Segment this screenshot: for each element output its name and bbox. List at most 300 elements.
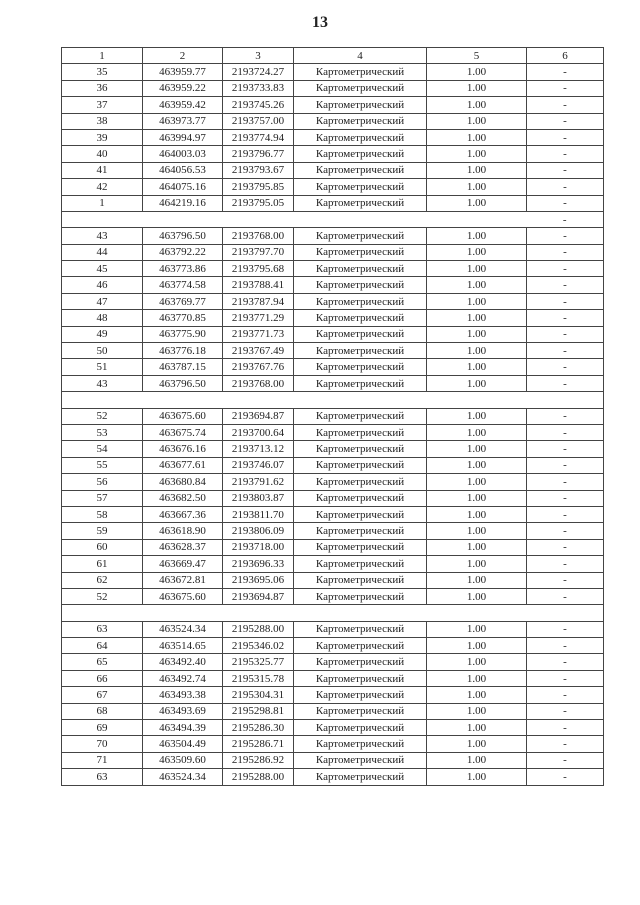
table-cell-col6: -: [527, 195, 604, 211]
table-cell-col6: -: [527, 654, 604, 670]
table-cell-col5: 1.00: [427, 228, 527, 244]
table-cell-col6: -: [527, 703, 604, 719]
table-cell-col5: 1.00: [427, 752, 527, 768]
table-cell-col2: 463787.15: [143, 359, 223, 375]
table-cell-col4: Картометрический: [294, 588, 427, 604]
table-cell-col4: Картометрический: [294, 752, 427, 768]
table-cell-col6: -: [527, 261, 604, 277]
table-cell-col4: Картометрический: [294, 506, 427, 522]
table-cell-col2: 463775.90: [143, 326, 223, 342]
table-cell-col2: 463494.39: [143, 720, 223, 736]
table-cell-col2: 463959.22: [143, 80, 223, 96]
table-row: [62, 424, 604, 440]
table-cell-col6: [527, 605, 604, 621]
table-cell-col5: 1.00: [427, 621, 527, 637]
table-cell-col4: Картометрический: [294, 621, 427, 637]
table-cell-col1: 70: [62, 736, 143, 752]
table-cell-col5: 1.00: [427, 474, 527, 490]
table-cell-col3: 2195346.02: [223, 638, 294, 654]
table-cell-col6: -: [527, 129, 604, 145]
table-cell-col3: 2193791.62: [223, 474, 294, 490]
table-cell-col4: Картометрический: [294, 97, 427, 113]
table-row: [62, 703, 604, 719]
table-cell-col4: Картометрический: [294, 293, 427, 309]
table-cell-col5: 1.00: [427, 195, 527, 211]
table-cell-col3: 2193793.67: [223, 162, 294, 178]
table-row: [62, 441, 604, 457]
table-cell-col2: 463682.50: [143, 490, 223, 506]
table-cell-col6: -: [527, 162, 604, 178]
table-cell-col5: 1.00: [427, 244, 527, 260]
table-cell-col2: 464219.16: [143, 195, 223, 211]
table-cell-col2: 463994.97: [143, 129, 223, 145]
table-cell-col5: 1.00: [427, 375, 527, 391]
table-cell-col2: [143, 211, 223, 227]
table-cell-col2: 463628.37: [143, 539, 223, 555]
table-cell-col1: 47: [62, 293, 143, 309]
table-cell-col4: [294, 392, 427, 408]
page-number: 13: [312, 14, 328, 31]
table-cell-col1: 36: [62, 80, 143, 96]
table-cell-col5: 1.00: [427, 310, 527, 326]
header-cell-col4: 4: [294, 48, 427, 64]
table-cell-col4: Картометрический: [294, 457, 427, 473]
table-cell-col4: Картометрический: [294, 720, 427, 736]
table-row: [62, 162, 604, 178]
header-cell-col2: 2: [143, 48, 223, 64]
table-cell-col2: [143, 605, 223, 621]
table-cell-col4: Картометрический: [294, 80, 427, 96]
table-cell-col1: 64: [62, 638, 143, 654]
table-cell-col2: 463493.69: [143, 703, 223, 719]
table-cell-col1: 65: [62, 654, 143, 670]
table-cell-col2: 463675.60: [143, 588, 223, 604]
table-row: [62, 228, 604, 244]
table-cell-col4: Картометрический: [294, 129, 427, 145]
table-cell-col4: Картометрический: [294, 64, 427, 80]
table-cell-col2: 463792.22: [143, 244, 223, 260]
table-cell-col1: 42: [62, 179, 143, 195]
table-cell-col1: 50: [62, 343, 143, 359]
table-cell-col5: 1.00: [427, 424, 527, 440]
table-cell-col3: 2193746.07: [223, 457, 294, 473]
table-cell-col4: Картометрический: [294, 687, 427, 703]
table-cell-col2: 463774.58: [143, 277, 223, 293]
table-cell-col2: 464003.03: [143, 146, 223, 162]
table-row: [62, 490, 604, 506]
table-cell-col2: 463504.49: [143, 736, 223, 752]
table-cell-col2: 463973.77: [143, 113, 223, 129]
table-row: [62, 506, 604, 522]
table-cell-col3: 2195288.00: [223, 621, 294, 637]
table-cell-col1: 53: [62, 424, 143, 440]
table-cell-col1: 41: [62, 162, 143, 178]
table-cell-col1: 71: [62, 752, 143, 768]
table-cell-col5: 1.00: [427, 80, 527, 96]
table-row: [62, 261, 604, 277]
table-cell-col6: -: [527, 556, 604, 572]
table-cell-col6: -: [527, 457, 604, 473]
table-cell-col4: Картометрический: [294, 736, 427, 752]
table-cell-col6: -: [527, 441, 604, 457]
table-cell-col1: 1: [62, 195, 143, 211]
table-cell-col4: Картометрический: [294, 654, 427, 670]
table-cell-col6: -: [527, 244, 604, 260]
table-cell-col3: 2193771.29: [223, 310, 294, 326]
table-cell-col2: 463796.50: [143, 228, 223, 244]
table-cell-col6: -: [527, 752, 604, 768]
table-cell-col6: -: [527, 424, 604, 440]
table-cell-col1: [62, 392, 143, 408]
table-row: [62, 654, 604, 670]
table-row: [62, 179, 604, 195]
coordinates-table: [61, 47, 604, 786]
table-cell-col1: [62, 211, 143, 227]
table-cell-col6: -: [527, 211, 604, 227]
table-cell-col4: Картометрический: [294, 769, 427, 785]
table-cell-col6: -: [527, 506, 604, 522]
table-cell-col3: 2195286.30: [223, 720, 294, 736]
table-cell-col6: -: [527, 326, 604, 342]
table-cell-col6: [527, 392, 604, 408]
table-cell-col3: 2195315.78: [223, 670, 294, 686]
table-cell-col1: 49: [62, 326, 143, 342]
table-cell-col1: 55: [62, 457, 143, 473]
table-row: [62, 523, 604, 539]
table-cell-col2: 463796.50: [143, 375, 223, 391]
table-cell-col2: 463492.40: [143, 654, 223, 670]
table-cell-col2: 463676.16: [143, 441, 223, 457]
table-cell-col2: 463667.36: [143, 506, 223, 522]
table-cell-col5: 1.00: [427, 490, 527, 506]
table-cell-col6: -: [527, 408, 604, 424]
table-row: [62, 129, 604, 145]
table-row: [62, 638, 604, 654]
table-cell-col1: 45: [62, 261, 143, 277]
table-cell-col5: [427, 211, 527, 227]
table-row: [62, 752, 604, 768]
table-cell-col4: [294, 211, 427, 227]
table-cell-col4: Картометрический: [294, 572, 427, 588]
table-row: [62, 408, 604, 424]
table-cell-col2: 463773.86: [143, 261, 223, 277]
table-cell-col4: Картометрический: [294, 261, 427, 277]
table-cell-col5: 1.00: [427, 408, 527, 424]
table-cell-col1: 37: [62, 97, 143, 113]
table-cell-col5: 1.00: [427, 162, 527, 178]
table-cell-col6: -: [527, 359, 604, 375]
table-cell-col6: -: [527, 80, 604, 96]
table-row: [62, 326, 604, 342]
table-cell-col3: 2193757.00: [223, 113, 294, 129]
table-row: [62, 687, 604, 703]
table-cell-col2: 463492.74: [143, 670, 223, 686]
table-cell-col5: 1.00: [427, 97, 527, 113]
table-row: [62, 474, 604, 490]
table-cell-col1: 44: [62, 244, 143, 260]
table-cell-col5: 1.00: [427, 638, 527, 654]
table-cell-col1: [62, 605, 143, 621]
table-cell-col4: Картометрический: [294, 359, 427, 375]
table-cell-col2: 464075.16: [143, 179, 223, 195]
table-cell-col5: 1.00: [427, 457, 527, 473]
table-cell-col5: 1.00: [427, 277, 527, 293]
table-row: [62, 293, 604, 309]
table-cell-col5: [427, 605, 527, 621]
header-cell-col3: 3: [223, 48, 294, 64]
table-cell-col6: -: [527, 293, 604, 309]
table-row: [62, 375, 604, 391]
table-cell-col3: 2193768.00: [223, 375, 294, 391]
table-cell-col1: 58: [62, 506, 143, 522]
table-cell-col5: 1.00: [427, 703, 527, 719]
table-cell-col2: 463672.81: [143, 572, 223, 588]
table-row: [62, 343, 604, 359]
table-cell-col4: Картометрический: [294, 310, 427, 326]
table-cell-col5: [427, 392, 527, 408]
table-cell-col1: 54: [62, 441, 143, 457]
table-cell-col4: Картометрический: [294, 162, 427, 178]
table-cell-col6: -: [527, 720, 604, 736]
table-cell-col2: 463524.34: [143, 621, 223, 637]
table-cell-col1: 68: [62, 703, 143, 719]
table-row: [62, 80, 604, 96]
table-row: [62, 621, 604, 637]
table-cell-col3: 2195304.31: [223, 687, 294, 703]
table-cell-col5: 1.00: [427, 670, 527, 686]
table-cell-col2: 463675.74: [143, 424, 223, 440]
table-row: [62, 244, 604, 260]
table-cell-col5: 1.00: [427, 359, 527, 375]
table-cell-col3: 2193771.73: [223, 326, 294, 342]
table-cell-col1: 46: [62, 277, 143, 293]
table-cell-col1: 56: [62, 474, 143, 490]
table-cell-col4: Картометрический: [294, 179, 427, 195]
separator-row: [62, 211, 604, 227]
table-cell-col5: 1.00: [427, 441, 527, 457]
table-cell-col4: Картометрический: [294, 408, 427, 424]
table-cell-col4: Картометрический: [294, 490, 427, 506]
table-cell-col4: Картометрический: [294, 441, 427, 457]
table-row: [62, 588, 604, 604]
table-cell-col6: -: [527, 97, 604, 113]
table-cell-col2: 463680.84: [143, 474, 223, 490]
table-cell-col1: 40: [62, 146, 143, 162]
table-cell-col3: 2195288.00: [223, 769, 294, 785]
table-cell-col4: Картометрический: [294, 556, 427, 572]
table-cell-col6: -: [527, 588, 604, 604]
table-cell-col4: Картометрический: [294, 474, 427, 490]
table-row: [62, 457, 604, 473]
table-row: [62, 64, 604, 80]
table-row: [62, 572, 604, 588]
header-cell-col6: 6: [527, 48, 604, 64]
table-cell-col3: [223, 605, 294, 621]
table-cell-col4: Картометрический: [294, 228, 427, 244]
table-cell-col1: 57: [62, 490, 143, 506]
table-cell-col1: 35: [62, 64, 143, 80]
table-cell-col1: 63: [62, 769, 143, 785]
table-cell-col2: 463493.38: [143, 687, 223, 703]
table-cell-col3: [223, 392, 294, 408]
table-cell-col1: 69: [62, 720, 143, 736]
table-cell-col5: 1.00: [427, 293, 527, 309]
table-cell-col1: 66: [62, 670, 143, 686]
table-cell-col4: Картометрический: [294, 113, 427, 129]
table-cell-col6: -: [527, 490, 604, 506]
table-cell-col5: 1.00: [427, 64, 527, 80]
table-cell-col6: -: [527, 277, 604, 293]
table-cell-col3: 2193811.70: [223, 506, 294, 522]
table-cell-col4: Картометрический: [294, 424, 427, 440]
table-cell-col1: 67: [62, 687, 143, 703]
table-cell-col3: 2193768.00: [223, 228, 294, 244]
table-cell-col6: -: [527, 638, 604, 654]
table-cell-col6: -: [527, 228, 604, 244]
table-cell-col2: 463514.65: [143, 638, 223, 654]
table-cell-col6: -: [527, 113, 604, 129]
table-cell-col1: 63: [62, 621, 143, 637]
table-cell-col2: 463669.47: [143, 556, 223, 572]
table-cell-col3: 2193774.94: [223, 129, 294, 145]
table-cell-col6: -: [527, 64, 604, 80]
table-cell-col5: 1.00: [427, 179, 527, 195]
table-cell-col2: 463524.34: [143, 769, 223, 785]
table-row: [62, 113, 604, 129]
table-cell-col3: [223, 211, 294, 227]
table-cell-col3: 2193694.87: [223, 588, 294, 604]
table-cell-col5: 1.00: [427, 654, 527, 670]
table-row: [62, 720, 604, 736]
table-cell-col1: 38: [62, 113, 143, 129]
table-cell-col4: Картометрический: [294, 670, 427, 686]
table-cell-col2: 464056.53: [143, 162, 223, 178]
table-cell-col5: 1.00: [427, 506, 527, 522]
table-cell-col2: 463675.60: [143, 408, 223, 424]
table-cell-col2: 463677.61: [143, 457, 223, 473]
table-cell-col4: Картометрический: [294, 343, 427, 359]
table-cell-col4: Картометрический: [294, 277, 427, 293]
table-row: [62, 359, 604, 375]
table-cell-col5: 1.00: [427, 326, 527, 342]
table-cell-col1: 39: [62, 129, 143, 145]
table-cell-col5: 1.00: [427, 523, 527, 539]
table-cell-col4: Картометрический: [294, 523, 427, 539]
table-cell-col5: 1.00: [427, 687, 527, 703]
table-cell-col4: Картометрический: [294, 638, 427, 654]
table-cell-col1: 61: [62, 556, 143, 572]
table-cell-col5: 1.00: [427, 261, 527, 277]
table-cell-col3: 2195298.81: [223, 703, 294, 719]
table-cell-col3: 2193745.26: [223, 97, 294, 113]
table-cell-col2: 463770.85: [143, 310, 223, 326]
table-cell-col5: 1.00: [427, 343, 527, 359]
table-cell-col2: 463959.42: [143, 97, 223, 113]
table-cell-col3: 2193806.09: [223, 523, 294, 539]
table-cell-col4: Картометрический: [294, 195, 427, 211]
table-cell-col3: 2195286.92: [223, 752, 294, 768]
table-cell-col1: 43: [62, 228, 143, 244]
table-cell-col1: 48: [62, 310, 143, 326]
table-cell-col6: -: [527, 343, 604, 359]
table-cell-col3: 2193795.68: [223, 261, 294, 277]
table-cell-col6: -: [527, 474, 604, 490]
table-cell-col2: 463509.60: [143, 752, 223, 768]
table-row: [62, 556, 604, 572]
table-cell-col4: Картометрический: [294, 244, 427, 260]
table-cell-col4: Картометрический: [294, 326, 427, 342]
table-cell-col6: -: [527, 572, 604, 588]
table-cell-col5: 1.00: [427, 556, 527, 572]
table-cell-col4: [294, 605, 427, 621]
header-cell-col5: 5: [427, 48, 527, 64]
table-cell-col2: 463618.90: [143, 523, 223, 539]
table-cell-col3: 2193796.77: [223, 146, 294, 162]
table-cell-col3: 2195286.71: [223, 736, 294, 752]
table-cell-col5: 1.00: [427, 129, 527, 145]
table-cell-col5: 1.00: [427, 572, 527, 588]
table-cell-col3: 2195325.77: [223, 654, 294, 670]
table-cell-col3: 2193696.33: [223, 556, 294, 572]
separator-row: [62, 392, 604, 408]
table-cell-col1: 43: [62, 375, 143, 391]
table-cell-col6: -: [527, 523, 604, 539]
table-cell-col1: 52: [62, 408, 143, 424]
table-cell-col3: 2193788.41: [223, 277, 294, 293]
table-cell-col3: 2193795.05: [223, 195, 294, 211]
table-row: [62, 670, 604, 686]
table-cell-col3: 2193787.94: [223, 293, 294, 309]
table-cell-col6: -: [527, 539, 604, 555]
table-cell-col3: 2193718.00: [223, 539, 294, 555]
table-cell-col5: 1.00: [427, 113, 527, 129]
table-cell-col5: 1.00: [427, 588, 527, 604]
table-cell-col4: Картометрический: [294, 146, 427, 162]
table-cell-col2: 463776.18: [143, 343, 223, 359]
table-cell-col3: 2193767.76: [223, 359, 294, 375]
table-cell-col6: -: [527, 670, 604, 686]
table-cell-col3: 2193795.85: [223, 179, 294, 195]
table-body: [62, 64, 604, 785]
table-cell-col6: -: [527, 736, 604, 752]
table-cell-col5: 1.00: [427, 736, 527, 752]
table-cell-col6: -: [527, 769, 604, 785]
table-cell-col4: Картометрический: [294, 375, 427, 391]
table-cell-col6: -: [527, 687, 604, 703]
table-header-row: [62, 48, 604, 64]
table-cell-col1: 60: [62, 539, 143, 555]
table-cell-col3: 2193694.87: [223, 408, 294, 424]
table-row: [62, 769, 604, 785]
table-cell-col6: -: [527, 310, 604, 326]
table-cell-col3: 2193803.87: [223, 490, 294, 506]
table-cell-col1: 59: [62, 523, 143, 539]
table-row: [62, 539, 604, 555]
table-cell-col5: 1.00: [427, 146, 527, 162]
table-cell-col2: 463959.77: [143, 64, 223, 80]
table-row: [62, 310, 604, 326]
table-cell-col6: -: [527, 179, 604, 195]
table-cell-col5: 1.00: [427, 720, 527, 736]
table-row: [62, 146, 604, 162]
table-cell-col5: 1.00: [427, 539, 527, 555]
table-cell-col3: 2193767.49: [223, 343, 294, 359]
table-cell-col3: 2193733.83: [223, 80, 294, 96]
table-cell-col2: [143, 392, 223, 408]
table-cell-col3: 2193713.12: [223, 441, 294, 457]
separator-row: [62, 605, 604, 621]
table-row: [62, 97, 604, 113]
